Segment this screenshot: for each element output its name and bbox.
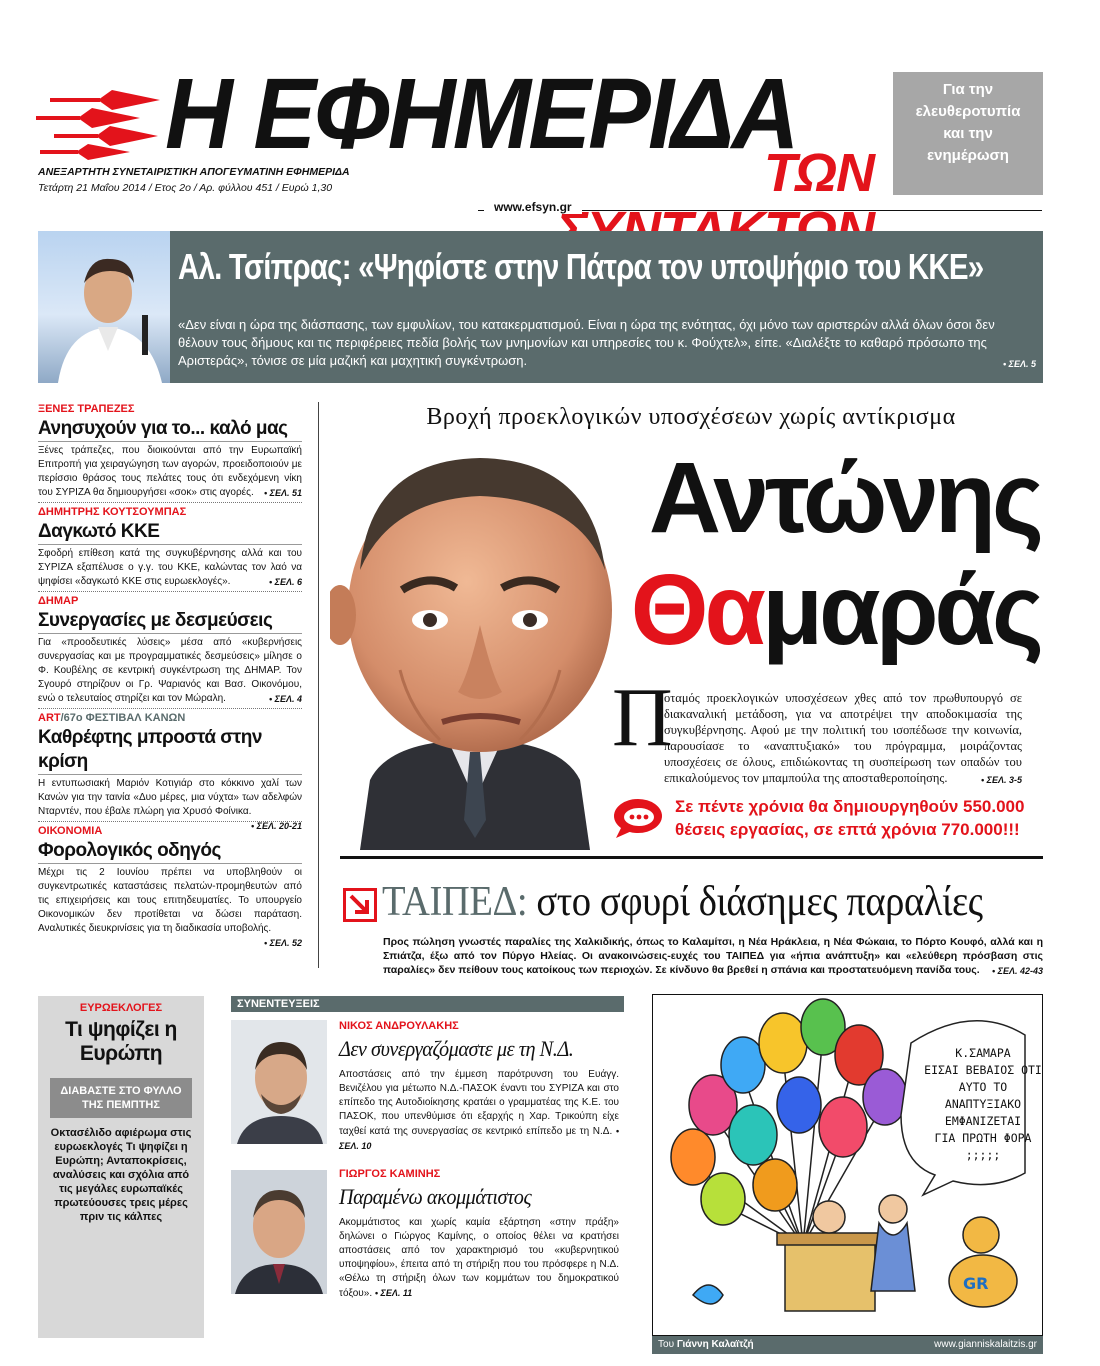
bubble-line: ΕΜΦΑΝΙΖΕΤΑΙ	[944, 1114, 1022, 1128]
taiped-headline[interactable]	[382, 878, 998, 926]
androulakis-photo	[231, 1020, 327, 1144]
euro-category: ΕΥΡΩΕΚΛΟΓΕΣ	[79, 1002, 163, 1014]
interview-kaminis	[339, 1168, 619, 1301]
interview-body: Ακομμάτιστος και χωρίς καμία εξάρτηση «στην πράξη» δηλώνει ο Γιώργος Καμίνης, ο οποίος θέλει να κρατήσει αποστάσεις από τον χαρακτηρισμό του «κυβερνητικού υποψηφίου», έπειτα από τη στήριξη που του πρόσφερε η Ν.Δ. «Θέλω τη στήριξη όλων των κομμάτων του δημοκρατικού τόξου».	[339, 1217, 619, 1299]
kaminis-photo	[231, 1170, 327, 1294]
podium-label: GR	[963, 1274, 989, 1293]
item-page-ref[interactable]: • ΣΕΛ. 52	[264, 938, 302, 948]
item-body: Σφοδρή επίθεση κατά της συγκυβέρνησης αλλά και του ΣΥΡΙΖΑ εξαπέλυσε ο γ.γ. του ΚΚΕ, καλώντας τον λαό να ψηφίσει «δαγκωτό ΚΚΕ στις ευρωεκλογές».	[38, 548, 302, 587]
item-headline[interactable]: Συνεργασίες με δεσμεύσεις	[38, 609, 302, 634]
story-body: οταμός προεκλογικών υποσχέσεων χθες από τον πρωθυπουργό σε διακαναλική μετάδοση, για να αποτρέψει την αποδοκιμασία της συγκυβέρνησης. Αφού με την πολιτική του ισοπέδωσε την κοινωνία, παρουσίασε το «αναπτυξιακό» του πρόγραμμα, μοιράζοντας υποσχέσεις σε όλους, επιδιώκοντας τη συσπείρωση των οπαδών του επικαλούμενος τον μπαμπούλα της αποσταθεροποίησης.	[664, 691, 1022, 785]
interview-androulakis	[339, 1020, 619, 1154]
taiped-page-ref[interactable]: • ΣΕΛ. 42-43	[992, 966, 1043, 976]
story-page-ref[interactable]: • ΣΕΛ. 3-5	[981, 775, 1022, 785]
interview-page-ref[interactable]: • ΣΕΛ. 10	[339, 1126, 620, 1151]
item-category: ΟΙΚΟΝΟΜΙΑ	[38, 825, 103, 837]
item-page-ref[interactable]: • ΣΕΛ. 4	[269, 694, 302, 704]
item-page-ref[interactable]: • ΣΕΛ. 51	[264, 488, 302, 498]
interview-title[interactable]: Δεν συνεργαζόμαστε με τη Ν.Δ.	[339, 1036, 574, 1061]
speech-bubble-icon	[612, 798, 664, 840]
interview-page-ref[interactable]: • ΣΕΛ. 11	[374, 1288, 413, 1298]
item-divider	[38, 708, 302, 709]
item-category	[38, 711, 302, 726]
interview-title[interactable]: Παραμένω ακομμάτιστος	[339, 1184, 532, 1209]
cartoon-speech-text	[918, 1045, 1048, 1164]
masthead-title[interactable]: Η ΕΦΗΜΕΡΙΔΑ	[165, 58, 797, 170]
category-festival: /67ο ΦΕΣΤΙΒΑΛ ΚΑΝΩΝ	[60, 712, 186, 724]
tsipras-photo	[38, 231, 170, 383]
bubble-line: ΕΙΣΑΙ ΒΕΒΑΙΟΣ ΟΤΙ	[924, 1063, 1042, 1077]
interview-name: ΓΙΩΡΓΟΣ ΚΑΜΙΝΗΣ	[339, 1168, 441, 1180]
dropcap: Π	[612, 671, 673, 764]
masthead-tagline: ΑΝΕΞΑΡΤΗΤΗ ΣΥΝΕΤΑΙΡΙΣΤΙΚΗ ΑΠΟΓΕΥΜΑΤΙΝΗ ΕΦΗΜΕΡΙΔΑ	[38, 166, 350, 178]
masthead-subtitle: ΤΩΝ	[763, 143, 874, 203]
portrait-illustration	[38, 231, 170, 383]
site-url-link[interactable]: www.efsyn.gr	[484, 200, 582, 214]
item-text	[38, 442, 302, 502]
item-divider	[38, 502, 302, 503]
bubble-line: ;;;;;	[965, 1148, 1001, 1162]
interview-body: Αποστάσεις από την έμμεση παρότρυνση του Ευάγγ. Βενιζέλου για μέτωπο Ν.Δ.-ΠΑΣΟΚ έναντι του ΣΥΡΙΖΑ και στο επίπεδο της Αυτοδιοίκησης κρατάει ο γραμματέας της Κ.Ε. του ΠΑΣΟΚ, που υπενθύμισε ότι εξαρχής η Χαρ. Τρικούπη είχε ταχθεί κατά της συνεργασίας σε κεντρικό επίπεδο με τη Ν.Δ.	[339, 1069, 619, 1137]
item-category: ΞΕΝΕΣ ΤΡΑΠΕΖΕΣ	[38, 403, 135, 415]
taiped-text	[383, 935, 1043, 978]
item-text	[38, 864, 302, 948]
promo-box	[893, 72, 1043, 195]
pen-nibs-logo-icon	[30, 70, 170, 160]
interviews-section-bar: ΣΥΝΕΝΤΕΥΞΕΙΣ	[231, 996, 624, 1012]
samaras-caricature	[330, 440, 620, 850]
taiped-rest: στο σφυρί διάσημες παραλίες	[527, 879, 983, 925]
category-art: ART	[38, 712, 61, 724]
item-headline[interactable]: Ανησυχούν για το... καλό μας	[38, 417, 302, 442]
column-divider	[318, 402, 319, 968]
banner-body: «Δεν είναι η ώρα της διάσπασης, των εμφυλίων, του κατακερματισμού. Είναι η ώρα της ενότητας, όχι μόνο των αριστερών αλλά όλων όσοι δεν θέλουν τους δήμους και τις περιφέρειες πεδία βολής των μνημονίων και υπηρεσίες του κ. Φούχτελ», είπε. «Διαλέξτε το καθαρό πρόσωπο της Αριστεράς», τόνισε σε μία μαζική και μαχητική συγκέντρωση.	[178, 317, 995, 368]
taiped-label: ΤΑΙΠΕΔ:	[382, 879, 528, 925]
item-page-ref[interactable]: • ΣΕΛ. 6	[269, 577, 302, 587]
item-headline[interactable]: Φορολογικός οδηγός	[38, 839, 302, 864]
banner-headline[interactable]: Αλ. Τσίπρας: «Ψηφίστε στην Πάτρα τον υποψήφιο του ΚΚΕ»	[178, 246, 984, 287]
caption-author: Γιάννη Καλαϊτζή	[676, 1339, 754, 1350]
section-rule	[340, 856, 1043, 859]
bubble-line: ΓΙΑ ΠΡΩΤΗ ΦΟΡΑ	[934, 1131, 1032, 1145]
headline-rest: μαράς	[762, 554, 1040, 666]
cartoonist-url-link[interactable]: www.gianniskalaitzis.gr	[934, 1339, 1037, 1350]
interview-text	[339, 1216, 619, 1301]
issue-info: Τετάρτη 21 Μαΐου 2014 / Ετος 2ο / Αρ. φύλλου 451 / Ευρώ 1,30	[38, 182, 333, 194]
main-kicker: Βροχή προεκλογικών υποσχέσεων χωρίς αντίκρισμα	[426, 404, 956, 430]
banner-page-ref[interactable]: • ΣΕΛ. 5	[1003, 359, 1036, 369]
euro-read-note: ΔΙΑΒΑΣΤΕ ΣΤΟ ΦΥΛΛΟ ΤΗΣ ΠΕΜΠΤΗΣ	[50, 1078, 192, 1118]
arrow-box-icon	[343, 888, 377, 922]
interview-name: ΝΙΚΟΣ ΑΝΔΡΟΥΛΑΚΗΣ	[339, 1020, 459, 1032]
promo-line: ελευθεροτυπία	[915, 103, 1021, 120]
promo-line: ενημέρωση	[927, 147, 1009, 164]
headline-red-part: Θα	[630, 554, 762, 666]
item-category: ΔΗΜΗΤΡΗΣ ΚΟΥΤΣΟΥΜΠΑΣ	[38, 506, 187, 518]
portrait-illustration	[231, 1170, 327, 1294]
taiped-body: Προς πώληση γνωστές παραλίες της Χαλκιδικής, όπως το Καλαμίτσι, η Νέα Ηράκλεια, η Νέα Φώκαια, το Πόρτο Κουφό, αλλά και η Σπιάτζα, έξω από τον Πύργο Ηλείας. Οι ανακοινώσεις-ευχές του ΤΑΙΠΕΔ για «ήπια ανάπτυξη» και «ελεύθερη πρόσβαση στις παραλίες» δεν πείθουν τους κατοίκους των περιοχών. Σε κίνδυνο θα βρεθεί η σπάνια και προστατευόμενη πανίδα τους.	[383, 936, 1043, 976]
euro-title: Τι ψηφίζει η Ευρώπη	[65, 1018, 177, 1065]
promise-quote: Σε πέντε χρόνια θα δημιουργηθούν 550.000 θέσεις εργασίας, σε επτά χρόνια 770.000!!!	[675, 797, 1025, 839]
item-headline[interactable]: Δαγκωτό ΚΚΕ	[38, 520, 302, 545]
bubble-line: Κ.ΣΑΜΑΡΑ	[955, 1046, 1011, 1060]
item-body: Ξένες τράπεζες, που διοικούνται από την Ευρωπαϊκή Επιτροπή για χειραγώγηση των αγορών, προειδοποιούν με περίσσιο θράσος τους πελάτες τους ότι ενδεχόμενη νίκη του ΣΥΡΙΖΑ θα δημιουργήσει «σοκ» στις αγορές.	[38, 445, 302, 498]
item-headline[interactable]: Καθρέφτης μπροστά στην κρίση	[38, 726, 302, 775]
cartoon-caption	[652, 1336, 1043, 1354]
item-body: Η εντυπωσιακή Μαριόν Κοτιγιάρ στο κόκκινο χαλί των Κανών για την ταινία «Δυο μέρες, μια νύχτα» των αδελφών Νταρντέν, που έβαλε πλώρη για Χρυσό Φοίνικα.	[38, 778, 302, 817]
main-headline-line1[interactable]: Αντώνης	[648, 442, 1040, 554]
item-body: Για «προοδευτικές λύσεις» μέσα από «κυβερνήσεις συνεργασίας και με προγραμματικές δεσμεύσεις» μίλησε ο Φ. Κουβέλης σε κεντρική συγκέντρωση της ΔΗΜΑΡ. Τον Σγουρό στηρίζουν οι Γρ. Ψαριανός και Βασ. Οικονόμου, ενώ ο τελευταίος στηρίζει και τον Μώραλη.	[38, 637, 302, 704]
item-page-ref[interactable]: • ΣΕΛ. 20-21	[251, 821, 302, 831]
item-text	[38, 545, 302, 591]
banner-text	[178, 316, 1036, 373]
promo-line: και την	[943, 125, 993, 142]
item-text	[38, 634, 302, 708]
item-divider	[38, 591, 302, 592]
item-body: Μέχρι τις 2 Ιουνίου πρέπει να υποβληθούν οι συγκεντρωτικές καταστάσεις πελατών-προμηθευτών από τις επιχειρήσεις και τους επιτηδευματίες. Το υπουργείο Οικονομικών δεν προτίθεται να δώσει παράταση. Αναλυτικές διευκρινίσεις για τη διαδικασία υποβολής.	[38, 867, 302, 934]
interview-text	[339, 1068, 619, 1154]
caption-prefix: Του	[658, 1339, 677, 1350]
item-category: ΔΗΜΑΡ	[38, 595, 79, 607]
main-headline-line2[interactable]	[600, 552, 1040, 668]
main-story-text	[612, 690, 1022, 788]
bubble-line: ΑΥΤΟ ΤΟ ΑΝΑΠΤΥΞΙΑΚΟ	[944, 1080, 1022, 1111]
left-news-column	[38, 402, 302, 950]
euro-elections-box[interactable]	[38, 996, 204, 1338]
portrait-illustration	[231, 1020, 327, 1144]
promo-line: Για την	[942, 81, 994, 98]
euro-text: Οκτασέλιδο αφιέρωμα στις ευρωεκλογές Τι ψηφίζει η Ευρώπη; Ανταποκρίσεις, αναλύσεις και σχόλια από τις μεγάλες ευρωπαϊκές πρωτεύουσες τρεις μέρες πριν τις κάλπες	[50, 1127, 192, 1223]
